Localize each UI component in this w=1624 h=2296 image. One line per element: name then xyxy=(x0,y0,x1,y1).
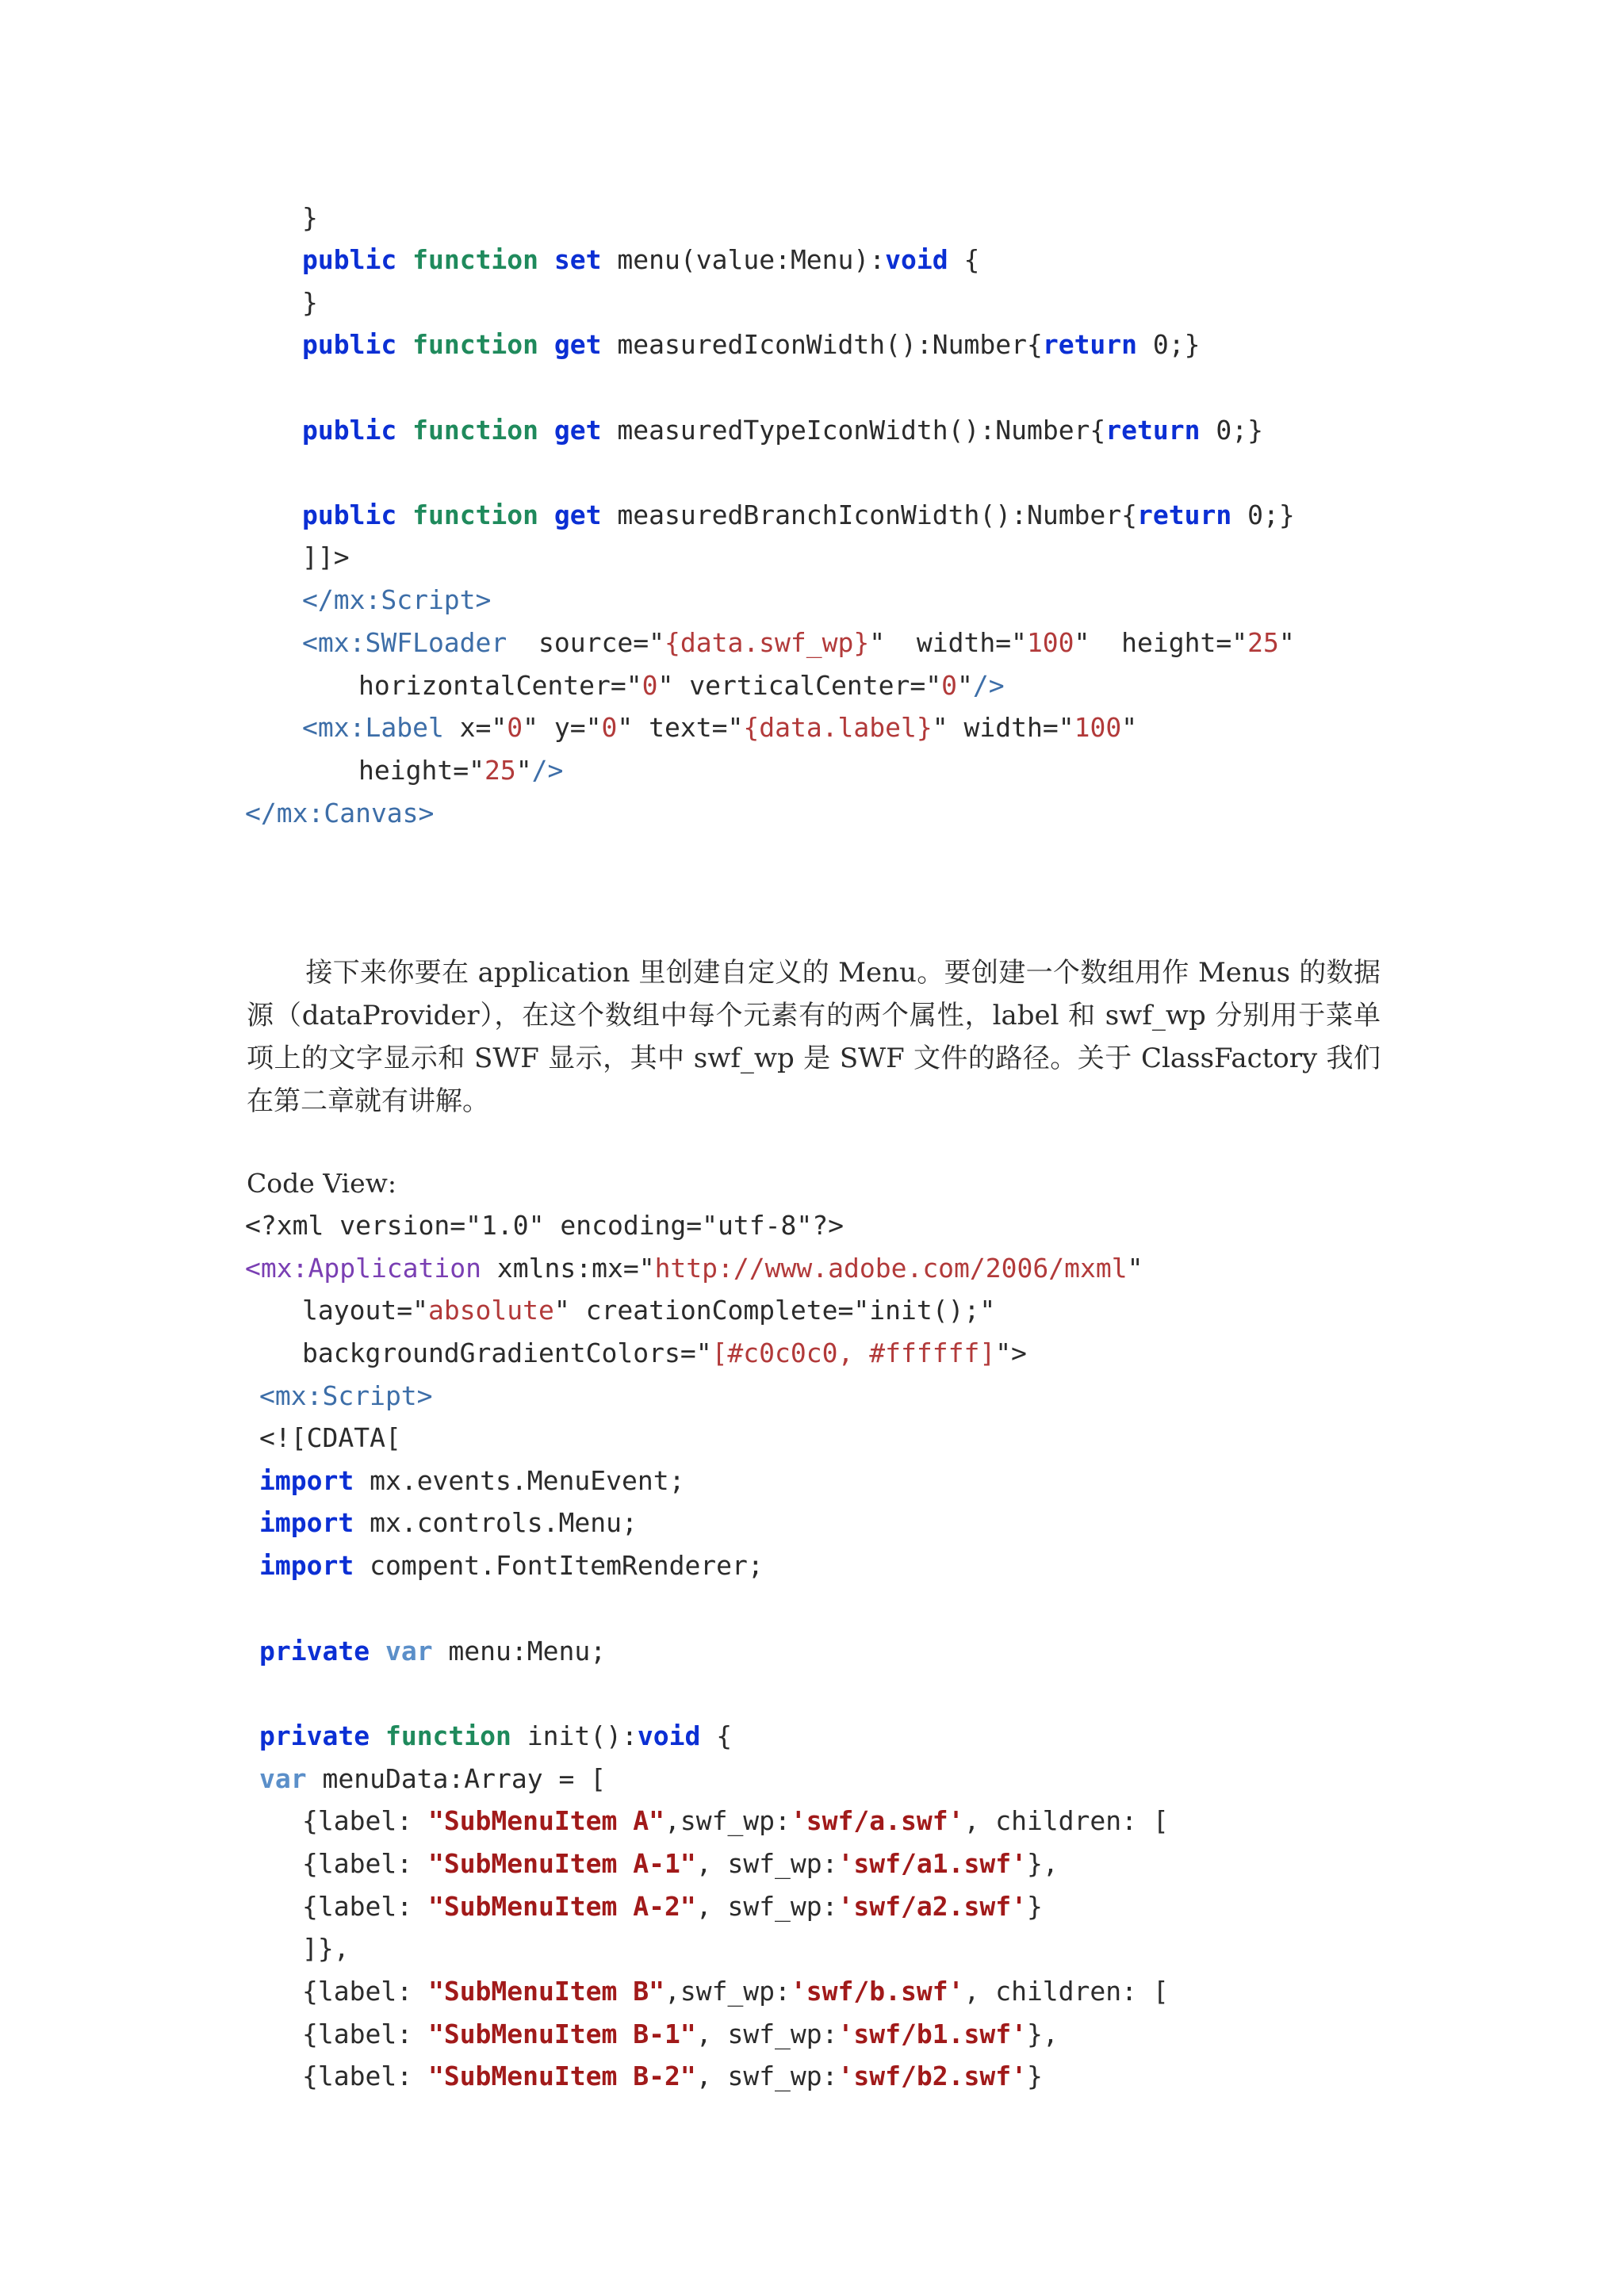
code-token: , swf_wp: xyxy=(695,1848,838,1879)
code-token: " xyxy=(1127,1253,1143,1284)
code-bottom-line xyxy=(302,1970,1169,2013)
code-token: public xyxy=(302,244,397,275)
code-token xyxy=(396,244,412,275)
code-token: menu(value:Menu): xyxy=(601,244,886,275)
code-token: init(): xyxy=(511,1720,638,1751)
code-token xyxy=(370,1636,385,1667)
code-token: } xyxy=(1026,2061,1043,2091)
code-token: get xyxy=(553,415,602,446)
code-token: {label: xyxy=(302,2061,428,2091)
code-token: function xyxy=(412,415,539,446)
code-token: measuredTypeIconWidth():Number{ xyxy=(601,415,1106,446)
code-top-line xyxy=(302,281,318,324)
code-token: {data.label} xyxy=(743,712,933,743)
code-token: , children: [ xyxy=(963,1976,1169,2007)
code-token: ,swf_wp: xyxy=(664,1805,791,1836)
code-token: }, xyxy=(1026,1848,1059,1879)
code-token: 0 xyxy=(507,712,523,743)
code-top-line xyxy=(358,749,563,792)
code-top-line xyxy=(302,239,979,281)
code-token: <mx:SWFLoader xyxy=(302,627,508,658)
paragraph-text: 接下来你要在 application 里创建自定义的 Menu。要创建一个数组用作 Menus 的数据源（dataProvider），在这个数组中每个元素有的两个属性，label 和 swf_wp 分别用于菜单项上的文字显示和 SWF 显示，其中 swf_wp 是 SWF 文件的路径。关于 ClassFactory 我们在第二章就有讲解。 xyxy=(247,957,1381,1117)
code-token: , swf_wp: xyxy=(695,1891,838,1922)
code-token: compent.FontItemRenderer; xyxy=(354,1550,764,1581)
code-bottom-line xyxy=(302,1885,1043,1928)
code-token: function xyxy=(412,329,539,360)
code-token: import xyxy=(259,1550,354,1581)
code-token: private xyxy=(259,1720,370,1751)
code-token xyxy=(538,329,554,360)
code-token: " y=" xyxy=(523,712,602,743)
code-token: " width=" xyxy=(932,712,1074,743)
code-token: private xyxy=(259,1636,370,1667)
code-token: " verticalCenter=" xyxy=(657,670,942,701)
code-token: ]}, xyxy=(302,1933,350,1964)
code-token: function xyxy=(412,499,539,530)
code-token: {label: xyxy=(302,1848,428,1879)
code-bottom-line xyxy=(302,1800,1169,1843)
code-token: 100 xyxy=(1074,712,1122,743)
code-token: <mx:Application xyxy=(245,1253,482,1284)
code-token: [#c0c0c0, #ffffff] xyxy=(711,1337,996,1368)
code-token: "SubMenuItem A" xyxy=(427,1805,665,1836)
code-token: void xyxy=(885,244,948,275)
code-top-line xyxy=(302,323,1201,366)
code-token: {label: xyxy=(302,2019,428,2049)
code-token: " text=" xyxy=(617,712,744,743)
code-token: absolute xyxy=(427,1295,554,1326)
code-token: return xyxy=(1105,415,1201,446)
code-token: horizontalCenter=" xyxy=(358,670,642,701)
code-token: 'swf/a1.swf' xyxy=(837,1848,1027,1879)
code-token: function xyxy=(385,1720,511,1751)
code-bottom-line xyxy=(259,1460,684,1502)
code-top-line xyxy=(245,792,434,835)
code-bottom-line xyxy=(259,1375,433,1418)
code-top-line xyxy=(302,409,1263,452)
code-token: function xyxy=(412,244,539,275)
code-token: 0 xyxy=(642,670,658,701)
code-token: void xyxy=(637,1720,701,1751)
code-token: http://www.adobe.com/2006/mxml xyxy=(654,1253,1128,1284)
code-token: import xyxy=(259,1465,354,1496)
code-token: 0;} xyxy=(1200,415,1263,446)
code-top-line xyxy=(302,494,1295,537)
code-token: /> xyxy=(531,755,564,786)
code-bottom-line xyxy=(259,1544,764,1587)
code-token: 0 xyxy=(601,712,618,743)
code-token: import xyxy=(259,1507,354,1538)
code-token: {data.swf_wp} xyxy=(664,627,870,658)
code-token: " creationComplete="init();" xyxy=(553,1295,996,1326)
code-token: , swf_wp: xyxy=(695,2061,838,2091)
code-token: <?xml version="1.0" encoding="utf-8"?> xyxy=(245,1210,844,1241)
code-top-line xyxy=(302,197,318,239)
code-token: public xyxy=(302,499,397,530)
code-bottom-line xyxy=(302,1289,995,1332)
code-token: "SubMenuItem A-1" xyxy=(427,1848,696,1879)
code-bottom-line xyxy=(259,1758,606,1800)
code-token: 'swf/b2.swf' xyxy=(837,2061,1027,2091)
code-bottom-line xyxy=(302,1843,1059,1885)
code-top-line xyxy=(358,664,1005,707)
code-token xyxy=(396,499,412,530)
code-token: "> xyxy=(995,1337,1027,1368)
code-token xyxy=(370,1720,385,1751)
code-token: <mx:Label xyxy=(302,712,444,743)
code-token: 0;} xyxy=(1231,499,1295,530)
code-token xyxy=(538,415,554,446)
code-top-line xyxy=(302,622,1295,664)
code-token: height=" xyxy=(358,755,485,786)
code-token: 0 xyxy=(941,670,957,701)
code-top-line xyxy=(302,579,491,622)
code-token xyxy=(538,499,554,530)
code-token: source=" xyxy=(507,627,665,658)
code-token: </mx:Script> xyxy=(302,584,492,615)
code-bottom-line xyxy=(302,1332,1027,1375)
code-token: , children: [ xyxy=(963,1805,1169,1836)
code-view-label: Code View: xyxy=(247,1168,396,1199)
code-token: x=" xyxy=(443,712,508,743)
code-token: " xyxy=(1121,712,1138,743)
code-token: "SubMenuItem B-2" xyxy=(427,2061,696,2091)
code-token: {label: xyxy=(302,1976,428,2007)
code-token: "SubMenuItem B-1" xyxy=(427,2019,696,2049)
code-token: , swf_wp: xyxy=(695,2019,838,2049)
code-token: return xyxy=(1042,329,1138,360)
code-top-line xyxy=(302,706,1137,749)
code-token: 'swf/a2.swf' xyxy=(837,1891,1027,1922)
code-token: var xyxy=(259,1763,307,1794)
code-token: </mx:Canvas> xyxy=(245,798,435,828)
code-token: " height=" xyxy=(1074,627,1248,658)
code-bottom-line xyxy=(245,1247,1143,1290)
code-token: public xyxy=(302,329,397,360)
code-token: 25 xyxy=(484,755,516,786)
code-bottom-line xyxy=(245,1204,844,1247)
code-token: measuredBranchIconWidth():Number{ xyxy=(601,499,1138,530)
code-token xyxy=(396,329,412,360)
code-token: set xyxy=(553,244,602,275)
code-token: menu:Menu; xyxy=(432,1636,607,1667)
code-token: }, xyxy=(1026,2019,1059,2049)
code-token: <mx:Script> xyxy=(259,1380,433,1411)
code-token: layout=" xyxy=(302,1295,428,1326)
code-token: " xyxy=(957,670,973,701)
code-token: 'swf/b.swf' xyxy=(790,1976,964,2007)
code-token: 0;} xyxy=(1137,329,1201,360)
code-bottom-line xyxy=(259,1630,606,1673)
code-token: {label: xyxy=(302,1805,428,1836)
code-token: 25 xyxy=(1247,627,1279,658)
code-bottom-line xyxy=(259,1417,401,1460)
code-bottom-line xyxy=(302,2013,1059,2056)
code-token: xmlns:mx=" xyxy=(481,1253,655,1284)
code-token: 'swf/a.swf' xyxy=(790,1805,964,1836)
code-token: ,swf_wp: xyxy=(664,1976,791,2007)
code-token: ]]> xyxy=(302,541,350,572)
code-token: { xyxy=(700,1720,733,1751)
code-token: var xyxy=(385,1636,433,1667)
code-token xyxy=(396,415,412,446)
code-token: } xyxy=(302,287,318,318)
code-token: mx.events.MenuEvent; xyxy=(354,1465,685,1496)
code-bottom-line xyxy=(302,2055,1043,2098)
code-token: mx.controls.Menu; xyxy=(354,1507,638,1538)
code-token: { xyxy=(948,244,980,275)
code-token: public xyxy=(302,415,397,446)
code-token: get xyxy=(553,329,602,360)
body-paragraph xyxy=(247,951,1381,1123)
code-token: return xyxy=(1137,499,1232,530)
code-bottom-line xyxy=(259,1502,638,1544)
code-bottom-line xyxy=(302,1927,350,1970)
code-token: menuData:Array = [ xyxy=(306,1763,607,1794)
code-token: get xyxy=(553,499,602,530)
code-token: /> xyxy=(972,670,1005,701)
code-token: } xyxy=(302,202,318,233)
code-top-line xyxy=(302,536,350,579)
code-token: " xyxy=(515,755,532,786)
code-token: 100 xyxy=(1026,627,1074,658)
code-token: " xyxy=(1278,627,1295,658)
code-bottom-line xyxy=(259,1715,732,1758)
code-token: measuredIconWidth():Number{ xyxy=(601,329,1043,360)
code-token: "SubMenuItem A-2" xyxy=(427,1891,696,1922)
code-token: " width=" xyxy=(869,627,1027,658)
code-token: } xyxy=(1026,1891,1043,1922)
code-token: <![CDATA[ xyxy=(259,1422,401,1453)
code-token: backgroundGradientColors=" xyxy=(302,1337,712,1368)
code-token: {label: xyxy=(302,1891,428,1922)
code-token xyxy=(538,244,554,275)
code-token: "SubMenuItem B" xyxy=(427,1976,665,2007)
code-token: 'swf/b1.swf' xyxy=(837,2019,1027,2049)
